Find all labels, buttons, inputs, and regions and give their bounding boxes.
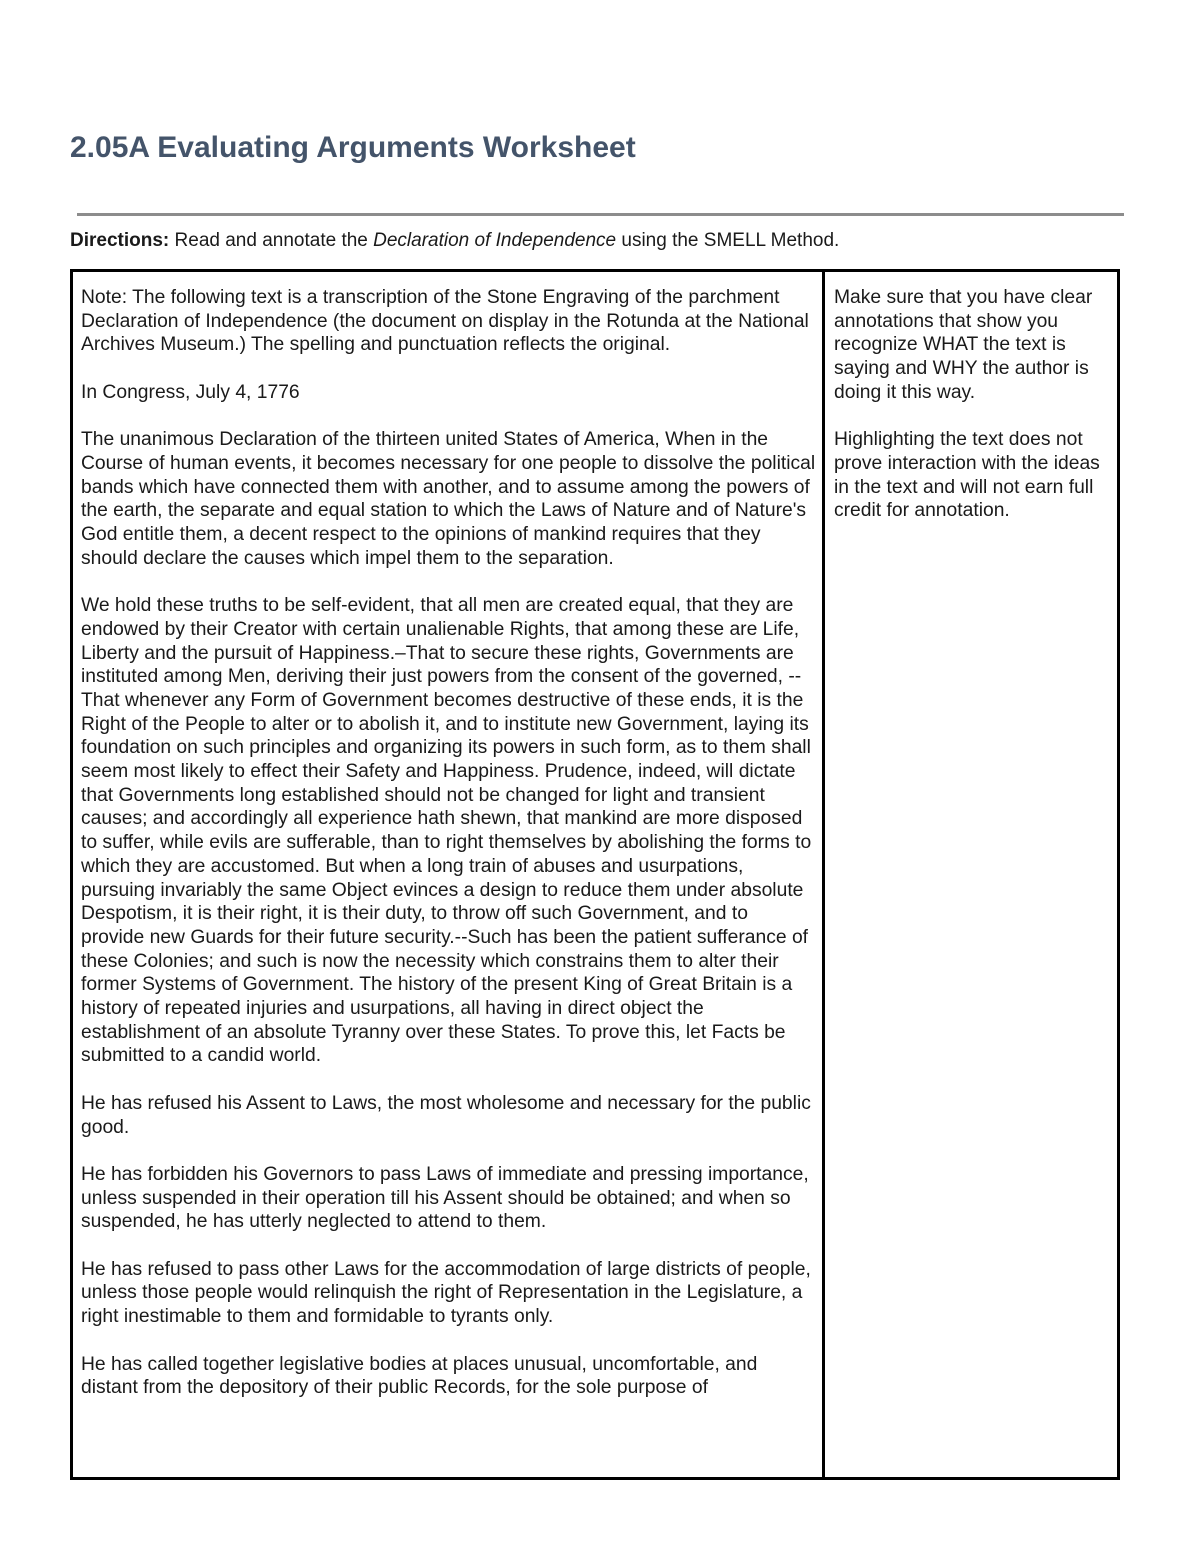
- declaration-paragraph: He has called together legislative bodies at places unusual, uncomfortable, and distant from the depository of their public Records, for the sole purpose of: [81, 1353, 758, 1399]
- page-title: 2.05A Evaluating Arguments Worksheet: [70, 131, 636, 164]
- transcription-note: Note: The following text is a transcription of the Stone Engraving of the parchment Declaration of Independence (the document on display in the Rotunda at the National Archives Museum.) The spelling and punctuation reflects the original.: [81, 287, 809, 356]
- declaration-paragraph: He has refused his Assent to Laws, the most wholesome and necessary for the public good.: [81, 1092, 811, 1138]
- directions-text-after: using the SMELL Method.: [616, 230, 840, 251]
- annotation-table: [70, 269, 1120, 1480]
- directions-text-before: Read and annotate the: [169, 230, 374, 251]
- directions-label: Directions:: [70, 230, 170, 251]
- directions-document-title: Declaration of Independence: [373, 230, 617, 251]
- congress-date-line: In Congress, July 4, 1776: [81, 381, 300, 403]
- annotation-notes-column: [825, 272, 1117, 1477]
- declaration-paragraph: He has forbidden his Governors to pass Laws of immediate and pressing importance, unless suspended in their operation till his Assent should be obtained; and when so suspended, he has utterly neglected to attend to them.: [81, 1163, 809, 1233]
- highlighting-note: Highlighting the text does not prove interaction with the ideas in the text and will not earn full credit for annotation.: [834, 429, 1100, 522]
- declaration-paragraph: We hold these truths to be self-evident, that all men are created equal, that they are endowed by their Creator with certain unalienable Rights, that among these are Life, Liberty and the pursuit of Happiness.–That to secure these rights, Governments are instituted among Men, deriving their just powers from the consent of the governed, --That whenever any Form of Government becomes destructive of these ends, it is the Right of the People to alter or to abolish it, and to institute new Government, laying its foundation on such principles and organizing its powers in such form, as to them shall seem most likely to effect their Safety and Happiness. Prudence, indeed, will dictate that Governments long established should not be changed for light and transient causes; and accordingly all experience hath shewn, that mankind are more disposed to suffer, while evils are sufferable, than to right themselves by abolishing the forms to which they are accustomed. But when a long train of abuses and usurpations, pursuing invariably the same Object evinces a design to reduce them under absolute Despotism, it is their right, it is their duty, to throw off such Government, and to provide new Guards for their future security.--Such has been the patient sufferance of these Colonies; and such is now the necessity which constrains them to alter their former Systems of Government. The history of the present King of Great Britain is a history of repeated injuries and usurpations, all having in direct object the establishment of an absolute Tyranny over these States. To prove this, let Facts be submitted to a candid world.: [81, 595, 812, 1067]
- title-divider: [77, 213, 1124, 216]
- directions: [70, 229, 839, 253]
- declaration-paragraph: The unanimous Declaration of the thirteen united States of America, When in the Course of human events, it becomes necessary for one people to dissolve the political bands which have connected them with another, and to assume among the powers of the earth, the separate and equal station to which the Laws of Nature and of Nature's God entitle them, a decent respect to the opinions of mankind requires that they should declare the causes which impel them to the separation.: [81, 429, 816, 569]
- annotation-instruction: Make sure that you have clear annotations that show you recognize WHAT the text is saying and WHY the author is doing it this way.: [834, 287, 1093, 403]
- declaration-paragraph: He has refused to pass other Laws for the accommodation of large districts of people, unless those people would relinquish the right of Representation in the Legislature, a right inestimable to them and formidable to tyrants only.: [81, 1258, 811, 1328]
- declaration-text-column: [73, 272, 825, 1477]
